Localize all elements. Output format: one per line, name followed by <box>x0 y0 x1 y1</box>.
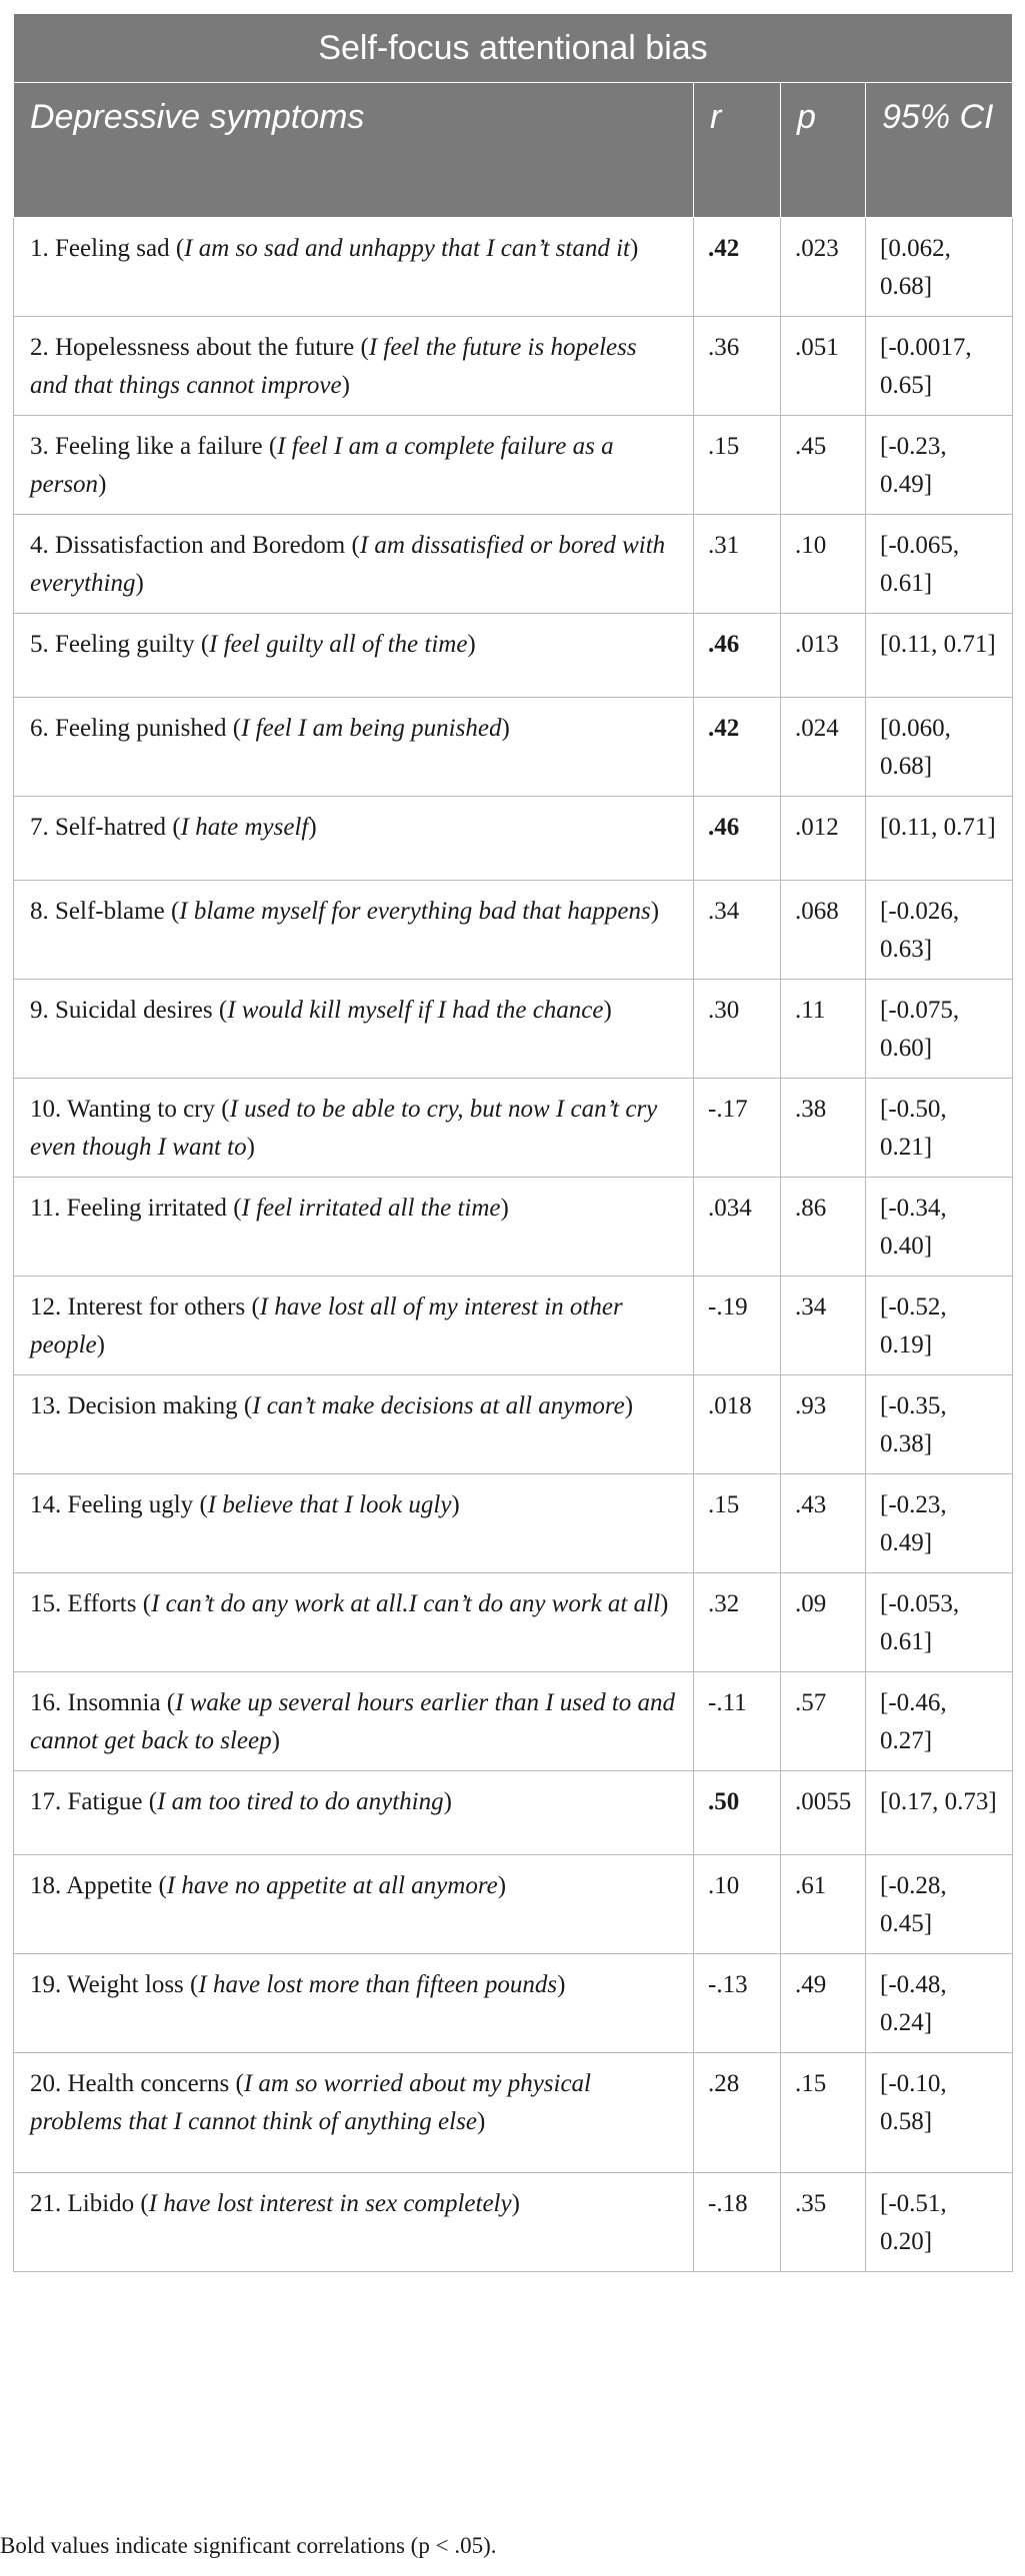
p-value: .11 <box>781 980 866 1079</box>
p-value: .10 <box>781 515 866 614</box>
symptom-label: 13. Decision making <box>30 1392 238 1419</box>
symptom-label: 8. Self-blame <box>30 898 165 925</box>
symptom-cell: 2. Hopelessness about the future (I feel the future is hopeless and that things cannot improve) <box>14 317 694 416</box>
symptom-label: 1. Feeling sad <box>30 235 170 262</box>
p-value: .023 <box>781 218 866 317</box>
r-value: .30 <box>694 980 781 1079</box>
symptom-label: 21. Libido <box>30 2190 135 2217</box>
p-value: .61 <box>781 1855 866 1954</box>
ci-value: [-0.065, 0.61] <box>866 515 1013 614</box>
r-value: .034 <box>694 1178 781 1277</box>
symptom-cell: 17. Fatigue (I am too tired to do anything) <box>14 1771 694 1855</box>
symptom-example: I believe that I look ugly <box>207 1491 452 1518</box>
symptom-cell: 1. Feeling sad (I am so sad and unhappy that I can’t stand it) <box>14 218 694 317</box>
table-row <box>14 1079 1013 1178</box>
ci-value: [-0.50, 0.21] <box>866 1079 1013 1178</box>
r-value: .46 <box>694 797 781 881</box>
symptom-label: 16. Insomnia <box>30 1689 161 1716</box>
symptom-cell: 15. Efforts (I can’t do any work at all.I can’t do any work at all) <box>14 1573 694 1672</box>
r-value: .42 <box>694 698 781 797</box>
ci-value: [-0.075, 0.60] <box>866 980 1013 1079</box>
r-value: .34 <box>694 881 781 980</box>
symptom-label: 10. Wanting to cry <box>30 1096 215 1123</box>
symptom-label: 18. Appetite <box>30 1872 153 1899</box>
correlation-table-container <box>13 13 1012 2272</box>
symptom-label: 15. Efforts <box>30 1590 137 1617</box>
symptom-cell: 5. Feeling guilty (I feel guilty all of the time) <box>14 614 694 698</box>
p-value: .34 <box>781 1277 866 1375</box>
symptom-example: I feel I am being punished <box>241 715 502 742</box>
p-value: .57 <box>781 1672 866 1771</box>
table-row <box>14 515 1013 614</box>
ci-value: [0.17, 0.73] <box>866 1771 1013 1855</box>
ci-value: [-0.35, 0.38] <box>866 1375 1013 1474</box>
symptom-example: I hate myself <box>180 814 309 841</box>
symptom-label: 4. Dissatisfaction and Boredom <box>30 532 346 559</box>
table-footnote: Bold values indicate significant correlations (p < .05). <box>0 2533 497 2558</box>
ci-value: [-0.34, 0.40] <box>866 1178 1013 1277</box>
symptom-example: I have no appetite at all anymore <box>166 1872 498 1899</box>
ci-value: [0.11, 0.71] <box>866 614 1013 698</box>
r-value: .31 <box>694 515 781 614</box>
super-header-row <box>14 14 1013 83</box>
table-row <box>14 2053 1013 2173</box>
column-header-symptoms: Depressive symptoms <box>14 83 694 218</box>
p-value: .09 <box>781 1573 866 1672</box>
r-value: .36 <box>694 317 781 416</box>
r-value: .42 <box>694 218 781 317</box>
symptom-cell: 7. Self-hatred (I hate myself) <box>14 797 694 881</box>
ci-value: [-0.23, 0.49] <box>866 416 1013 515</box>
p-value: .051 <box>781 317 866 416</box>
p-value: .93 <box>781 1375 866 1474</box>
table-row <box>14 1855 1013 1954</box>
symptom-cell: 3. Feeling like a failure (I feel I am a complete failure as a person) <box>14 416 694 515</box>
symptom-cell: 13. Decision making (I can’t make decisions at all anymore) <box>14 1375 694 1474</box>
symptom-example: I am so worried about my physical problems that I cannot think of anything else <box>30 2070 592 2135</box>
r-value: -.13 <box>694 1954 781 2053</box>
symptom-example: I would kill myself if I had the chance <box>227 997 604 1024</box>
p-value: .49 <box>781 1954 866 2053</box>
symptom-example: I have lost interest in sex completely <box>148 2190 512 2217</box>
r-value: .018 <box>694 1375 781 1474</box>
r-value: -.11 <box>694 1672 781 1771</box>
symptom-example: I have lost more than fifteen pounds <box>198 1971 558 1998</box>
symptom-example: I used to be able to cry, but now I can’t cry even though I want to <box>30 1096 658 1161</box>
ci-value: [0.062, 0.68] <box>866 218 1013 317</box>
table-row <box>14 1771 1013 1855</box>
table-row <box>14 1672 1013 1771</box>
symptom-label: 7. Self-hatred <box>30 814 167 841</box>
r-value: .32 <box>694 1573 781 1672</box>
symptom-example: I feel the future is hopeless and that things cannot improve <box>30 334 637 399</box>
symptom-label: 3. Feeling like a failure <box>30 433 263 460</box>
p-value: .15 <box>781 2053 866 2173</box>
ci-value: [-0.23, 0.49] <box>866 1474 1013 1573</box>
column-header-r: r <box>694 83 781 218</box>
symptom-cell: 6. Feeling punished (I feel I am being punished) <box>14 698 694 797</box>
symptom-cell: 16. Insomnia (I wake up several hours earlier than I used to and cannot get back to sleep) <box>14 1672 694 1771</box>
symptom-example: I feel guilty all of the time <box>209 631 468 658</box>
symptom-example: I blame myself for everything bad that happens <box>179 898 651 925</box>
ci-value: [-0.48, 0.24] <box>866 1954 1013 2053</box>
symptom-cell: 8. Self-blame (I blame myself for everything bad that happens) <box>14 881 694 980</box>
ci-value: [-0.026, 0.63] <box>866 881 1013 980</box>
ci-value: [-0.51, 0.20] <box>866 2173 1013 2272</box>
r-value: -.18 <box>694 2173 781 2272</box>
table-body <box>14 218 1013 2272</box>
p-value: .024 <box>781 698 866 797</box>
p-value: .0055 <box>781 1771 866 1855</box>
table-row <box>14 1178 1013 1277</box>
symptom-example: I am dissatisfied or bored with everything <box>30 532 666 597</box>
table-row <box>14 416 1013 515</box>
ci-value: [-0.0017, 0.65] <box>866 317 1013 416</box>
table-row <box>14 1573 1013 1672</box>
symptom-label: 6. Feeling punished <box>30 715 227 742</box>
r-value: .50 <box>694 1771 781 1855</box>
symptom-example: I am too tired to do anything <box>157 1788 444 1815</box>
symptom-label: 20. Health concerns <box>30 2070 230 2097</box>
symptom-example: I feel irritated all the time <box>241 1195 501 1222</box>
table-row <box>14 881 1013 980</box>
symptom-label: 5. Feeling guilty <box>30 631 195 658</box>
symptom-label: 12. Interest for others <box>30 1293 246 1320</box>
symptom-example: I have lost all of my interest in other people <box>30 1293 623 1358</box>
symptom-label: 14. Feeling ugly <box>30 1491 194 1518</box>
symptom-example: I can’t make decisions at all anymore <box>252 1392 625 1419</box>
p-value: .35 <box>781 2173 866 2272</box>
symptom-example: I feel I am a complete failure as a person <box>30 433 614 498</box>
ci-value: [-0.52, 0.19] <box>866 1277 1013 1375</box>
p-value: .068 <box>781 881 866 980</box>
symptom-label: 11. Feeling irritated <box>30 1195 227 1222</box>
table-row <box>14 797 1013 881</box>
table-row <box>14 614 1013 698</box>
symptom-label: 19. Weight loss <box>30 1971 184 1998</box>
p-value: .43 <box>781 1474 866 1573</box>
p-value: .45 <box>781 416 866 515</box>
p-value: .38 <box>781 1079 866 1178</box>
ci-value: [0.060, 0.68] <box>866 698 1013 797</box>
symptom-cell: 19. Weight loss (I have lost more than fifteen pounds) <box>14 1954 694 2053</box>
symptom-cell: 21. Libido (I have lost interest in sex completely) <box>14 2173 694 2272</box>
super-header: Self-focus attentional bias <box>14 14 1013 83</box>
symptom-example: I can’t do any work at all.I can’t do any work at all <box>151 1590 661 1617</box>
column-header-p: p <box>781 83 866 218</box>
symptom-example: I wake up several hours earlier than I used to and cannot get back to sleep <box>30 1689 676 1754</box>
ci-value: [-0.28, 0.45] <box>866 1855 1013 1954</box>
r-value: .15 <box>694 1474 781 1573</box>
ci-value: [-0.10, 0.58] <box>866 2053 1013 2173</box>
column-header-ci: 95% CI <box>866 83 1013 218</box>
symptom-cell: 12. Interest for others (I have lost all of my interest in other people) <box>14 1277 694 1375</box>
ci-value: [0.11, 0.71] <box>866 797 1013 881</box>
symptom-cell: 11. Feeling irritated (I feel irritated all the time) <box>14 1178 694 1277</box>
correlation-table <box>13 13 1013 2272</box>
symptom-cell: 18. Appetite (I have no appetite at all anymore) <box>14 1855 694 1954</box>
r-value: -.19 <box>694 1277 781 1375</box>
table-header <box>14 14 1013 218</box>
p-value: .013 <box>781 614 866 698</box>
symptom-cell: 9. Suicidal desires (I would kill myself if I had the chance) <box>14 980 694 1079</box>
r-value: .15 <box>694 416 781 515</box>
symptom-cell: 14. Feeling ugly (I believe that I look ugly) <box>14 1474 694 1573</box>
p-value: .86 <box>781 1178 866 1277</box>
table-row <box>14 1954 1013 2053</box>
r-value: .10 <box>694 1855 781 1954</box>
ci-value: [-0.46, 0.27] <box>866 1672 1013 1771</box>
symptom-label: 17. Fatigue <box>30 1788 143 1815</box>
r-value: .46 <box>694 614 781 698</box>
table-row <box>14 317 1013 416</box>
column-header-row <box>14 83 1013 218</box>
r-value: -.17 <box>694 1079 781 1178</box>
table-row <box>14 1375 1013 1474</box>
symptom-example: I am so sad and unhappy that I can’t stand it <box>184 235 630 262</box>
r-value: .28 <box>694 2053 781 2173</box>
symptom-cell: 4. Dissatisfaction and Boredom (I am dissatisfied or bored with everything) <box>14 515 694 614</box>
symptom-label: 9. Suicidal desires <box>30 997 213 1024</box>
ci-value: [-0.053, 0.61] <box>866 1573 1013 1672</box>
table-row <box>14 698 1013 797</box>
table-row <box>14 2173 1013 2272</box>
table-row <box>14 1474 1013 1573</box>
symptom-cell: 10. Wanting to cry (I used to be able to cry, but now I can’t cry even though I want to) <box>14 1079 694 1178</box>
symptom-label: 2. Hopelessness about the future <box>30 334 355 361</box>
symptom-cell: 20. Health concerns (I am so worried about my physical problems that I cannot think of anything else) <box>14 2053 694 2173</box>
table-row <box>14 1277 1013 1375</box>
table-row <box>14 218 1013 317</box>
table-row <box>14 980 1013 1079</box>
p-value: .012 <box>781 797 866 881</box>
